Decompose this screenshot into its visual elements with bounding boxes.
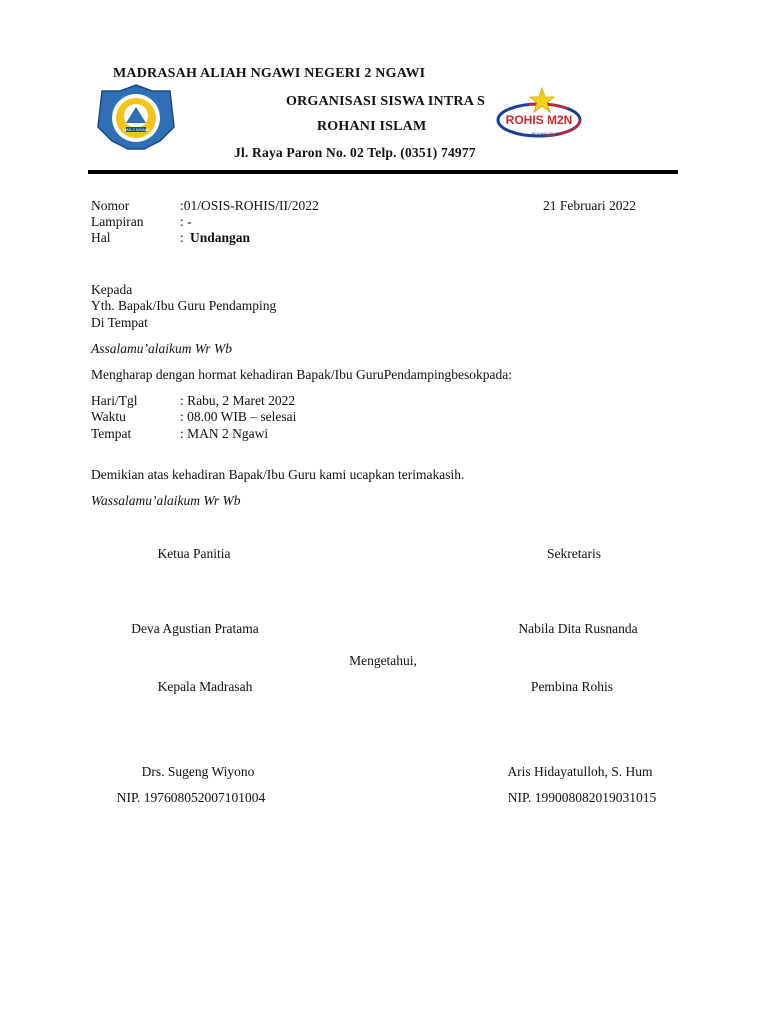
farewell: Wassalamu’alaikum Wr Wb <box>91 493 241 508</box>
nomor-label: Nomor <box>91 198 130 213</box>
hal-colon: : <box>180 230 184 245</box>
sekretaris-title: Sekretaris <box>547 546 601 561</box>
pembina-title: Pembina Rohis <box>530 679 614 694</box>
kepala-name: Drs. Sugeng Wiyono <box>141 764 255 779</box>
hal-label: Hal <box>91 230 111 245</box>
letter-date: 21 Februari 2022 <box>543 198 636 213</box>
hal-value: Undangan <box>190 230 251 245</box>
closing-text: Demikian atas kehadiran Bapak/Ibu Guru kami ucapkan terimakasih. <box>91 467 465 482</box>
kepala-nip: NIP. 197608052007101004 <box>116 790 266 805</box>
rohis-logo-text: ROHIS M2N <box>505 113 573 127</box>
recipient-line2: Yth. Bapak/Ibu Guru Pendamping <box>91 298 277 313</box>
letterhead-divider <box>88 170 678 174</box>
address: Jl. Raya Paron No. 02 Telp. (0351) 74977 <box>234 145 476 160</box>
intro-text: Mengharap dengan hormat kehadiran Bapak/Ibu GuruPendampingbesokpada: <box>91 367 512 382</box>
detail-label: Tempat <box>91 426 132 441</box>
ketua-name: Deva Agustian Pratama <box>131 621 259 636</box>
pembina-nip: NIP. 199008082019031015 <box>507 790 657 805</box>
ketua-title: Ketua Panitia <box>157 546 231 561</box>
rohis-logo <box>494 86 584 148</box>
nomor-value: :01/OSIS-ROHIS/II/2022 <box>180 198 319 213</box>
detail-value: : MAN 2 Ngawi <box>180 426 269 441</box>
lampiran-label: Lampiran <box>91 214 144 229</box>
school-name: MADRASAH ALIAH NGAWI NEGERI 2 NGAWI <box>113 66 426 81</box>
kepala-title: Kepala Madrasah <box>157 679 253 694</box>
detail-label: Waktu <box>91 409 126 424</box>
school-logo <box>96 83 176 151</box>
sekretaris-name: Nabila Dita Rusnanda <box>518 621 638 636</box>
detail-value: : Rabu, 2 Maret 2022 <box>180 393 296 408</box>
mengetahui: Mengetahui, <box>349 653 417 668</box>
school-logo-text: MAN 2 NGAWI <box>122 127 150 132</box>
recipient-line1: Kepada <box>91 282 133 297</box>
unit-name: ROHANI ISLAM <box>317 119 427 134</box>
rohis-logo-subtext: ROHANI ISLAM <box>531 131 561 136</box>
detail-value: : 08.00 WIB – selesai <box>180 409 297 424</box>
pembina-name: Aris Hidayatulloh, S. Hum <box>507 764 653 779</box>
recipient-line3: Di Tempat <box>91 315 148 330</box>
org-name: ORGANISASI SISWA INTRA S <box>286 94 485 109</box>
greeting: Assalamu’alaikum Wr Wb <box>91 341 232 356</box>
detail-label: Hari/Tgl <box>91 393 138 408</box>
lampiran-value: : - <box>180 214 192 229</box>
